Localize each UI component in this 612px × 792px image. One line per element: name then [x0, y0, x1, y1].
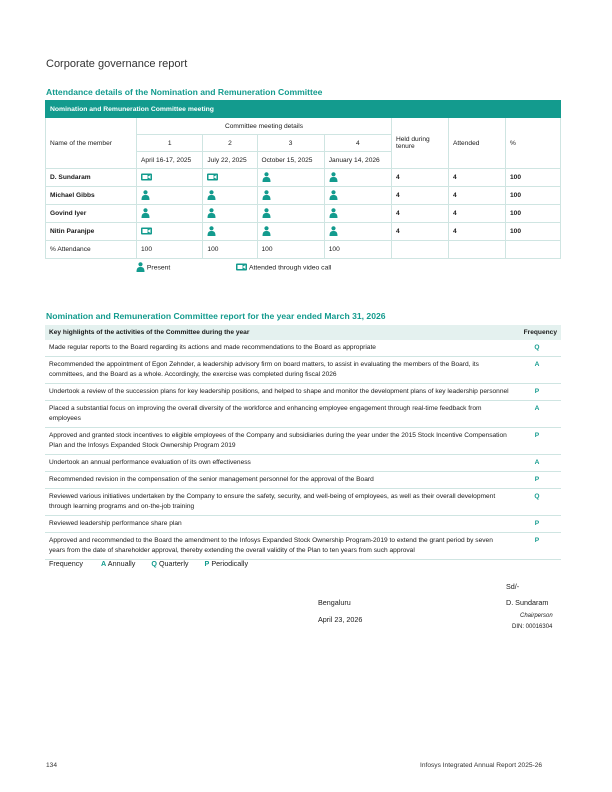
empty-cell [506, 241, 561, 259]
held-value: 4 [392, 205, 449, 223]
highlight-text: Made regular reports to the Board regarding its actions and made recommendations to the Board as appropriate [45, 340, 513, 357]
table-row [45, 472, 561, 489]
frequency-legend-label: Frequency [49, 559, 83, 568]
person-icon [207, 190, 216, 202]
meeting-date: April 16-17, 2025 [137, 152, 203, 169]
frequency-key-label: Annually [107, 559, 136, 568]
attended-value: 4 [449, 169, 506, 187]
pct-attendance-label: % Attendance [46, 241, 137, 259]
attendance-band-label: Nomination and Remuneration Committee meeting [46, 101, 561, 118]
signature-name: D. Sundaram [506, 598, 549, 607]
highlight-text: Recommended revision in the compensation of the senior management personnel for the approval of the Board [45, 472, 513, 489]
frequency-code: P [513, 428, 561, 455]
person-icon [141, 190, 150, 202]
table-row [45, 340, 561, 357]
person-icon [262, 208, 271, 220]
legend-video-label: Attended through video call [249, 264, 332, 272]
pct-attendance-value: 100 [137, 241, 203, 259]
col-meeting-details: Committee meeting details [137, 118, 392, 135]
report-table [45, 325, 561, 560]
col-member-name: Name of the member [46, 118, 137, 169]
table-row [45, 384, 561, 401]
table-row [46, 187, 561, 205]
attendance-cell [257, 169, 324, 187]
col-attended: Attended [449, 118, 506, 169]
held-value: 4 [392, 169, 449, 187]
table-row [46, 169, 561, 187]
frequency-key-label: Quarterly [158, 559, 189, 568]
attendance-cell [203, 205, 257, 223]
attendance-cell [324, 223, 391, 241]
video-camera-icon [207, 173, 218, 183]
pct-attendance-value: 100 [257, 241, 324, 259]
table-row [45, 401, 561, 428]
percent-value: 100 [506, 187, 561, 205]
attendance-cell [137, 169, 203, 187]
frequency-code: A [513, 401, 561, 428]
person-icon [329, 172, 338, 184]
meeting-number: 4 [324, 135, 391, 152]
person-icon [262, 190, 271, 202]
page-title: Corporate governance report [46, 58, 188, 70]
attendance-cell [137, 187, 203, 205]
empty-cell [449, 241, 506, 259]
highlight-text: Approved and granted stock incentives to eligible employees of the Company and subsidiaries during the year under the 2015 Stock Incentive Compensation Plan and the Infosys Expanded Stock Ownership Program 2019 [45, 428, 513, 455]
frequency-key-label: Periodically [211, 559, 249, 568]
report-name: Infosys Integrated Annual Report 2025-26 [420, 762, 543, 769]
meeting-number: 1 [137, 135, 203, 152]
attendance-cell [257, 223, 324, 241]
frequency-code: P [513, 533, 561, 560]
table-row [45, 455, 561, 472]
highlight-text: Reviewed leadership performance share plan [45, 516, 513, 533]
table-row [45, 533, 561, 560]
table-row [45, 428, 561, 455]
col-percent: % [506, 118, 561, 169]
attendance-cell [324, 187, 391, 205]
frequency-code: P [513, 472, 561, 489]
meeting-date: October 15, 2025 [257, 152, 324, 169]
attended-value: 4 [449, 223, 506, 241]
percent-value: 100 [506, 223, 561, 241]
highlight-text: Recommended the appointment of Egon Zehnder, a leadership advisory firm on board matters, to assist in evaluating the members of the Board, its committees, and the Board as a whole. Accordingly, the exercise was completed during fiscal 2026 [45, 357, 513, 384]
person-icon [136, 262, 145, 274]
attendance-table [45, 100, 561, 259]
held-value: 4 [392, 223, 449, 241]
legend-present-label: Present [146, 264, 171, 272]
frequency-code: P [513, 516, 561, 533]
empty-cell [392, 241, 449, 259]
person-icon [262, 226, 271, 238]
frequency-code: P [513, 384, 561, 401]
attendance-legend [136, 262, 331, 274]
attendance-cell [257, 205, 324, 223]
table-row [45, 516, 561, 533]
attendance-section-title: Attendance details of the Nomination and Remuneration Committee [46, 87, 323, 97]
person-icon [141, 208, 150, 220]
frequency-code: A [513, 455, 561, 472]
col-held-tenure: Held during tenure [392, 118, 449, 169]
col-key-highlights: Key highlights of the activities of the Committee during the year [45, 325, 513, 340]
attendance-cell [203, 223, 257, 241]
signature-date: April 23, 2026 [318, 615, 363, 624]
attendance-cell [203, 169, 257, 187]
attended-value: 4 [449, 187, 506, 205]
table-row [45, 357, 561, 384]
percent-value: 100 [506, 205, 561, 223]
pct-attendance-value: 100 [324, 241, 391, 259]
person-icon [262, 172, 271, 184]
percent-value: 100 [506, 169, 561, 187]
frequency-key: P [204, 559, 210, 568]
member-name: Michael Gibbs [46, 187, 137, 205]
signature-role: Chairperson [520, 613, 553, 619]
attendance-cell [324, 169, 391, 187]
member-name: Nitin Paranjpe [46, 223, 137, 241]
table-row [46, 223, 561, 241]
person-icon [329, 208, 338, 220]
video-camera-icon [141, 173, 152, 183]
frequency-key: Q [151, 559, 157, 568]
person-icon [329, 190, 338, 202]
table-row [46, 205, 561, 223]
highlight-text: Approved and recommended to the Board the amendment to the Infosys Expanded Stock Ownership Program-2019 to extend the grant period by seven years from the date of shareholder approval, thereby extending the overall validity of the Plan to ten years from such approval [45, 533, 513, 560]
person-icon [207, 208, 216, 220]
attendance-cell [203, 187, 257, 205]
signature-din: DIN: 00016304 [512, 624, 553, 630]
signature-place: Bengaluru [318, 598, 351, 607]
frequency-code: Q [513, 340, 561, 357]
report-section-title: Nomination and Remuneration Committee report for the year ended March 31, 2026 [46, 311, 386, 321]
held-value: 4 [392, 187, 449, 205]
attendance-cell [257, 187, 324, 205]
highlight-text: Placed a substantial focus on improving the overall diversity of the workforce and enhancing employee engagement through real-time feedback from employees [45, 401, 513, 428]
highlight-text: Undertook a review of the succession plans for key leadership positions, and helped to shape and monitor the development plans of key leadership personnel [45, 384, 513, 401]
member-name: Govind Iyer [46, 205, 137, 223]
attendance-cell [324, 205, 391, 223]
table-row [45, 489, 561, 516]
attended-value: 4 [449, 205, 506, 223]
person-icon [329, 226, 338, 238]
meeting-date: July 22, 2025 [203, 152, 257, 169]
meeting-number: 3 [257, 135, 324, 152]
frequency-code: Q [513, 489, 561, 516]
frequency-key: A [100, 559, 107, 568]
video-camera-icon [236, 263, 247, 273]
meeting-date: January 14, 2026 [324, 152, 391, 169]
member-name: D. Sundaram [46, 169, 137, 187]
frequency-legend [49, 559, 248, 568]
highlight-text: Undertook an annual performance evaluation of its own effectiveness [45, 455, 513, 472]
pct-attendance-value: 100 [203, 241, 257, 259]
highlight-text: Reviewed various initiatives undertaken by the Company to ensure the safety, security, and well-being of employees, as well as their overall development through learning programs and on-the-job training [45, 489, 513, 516]
person-icon [207, 226, 216, 238]
video-camera-icon [141, 227, 152, 237]
signature-sd: Sd/- [506, 582, 520, 591]
col-frequency: Frequency [513, 325, 561, 340]
meeting-number: 2 [203, 135, 257, 152]
attendance-cell [137, 223, 203, 241]
attendance-cell [137, 205, 203, 223]
frequency-code: A [513, 357, 561, 384]
page-number: 134 [46, 762, 58, 769]
